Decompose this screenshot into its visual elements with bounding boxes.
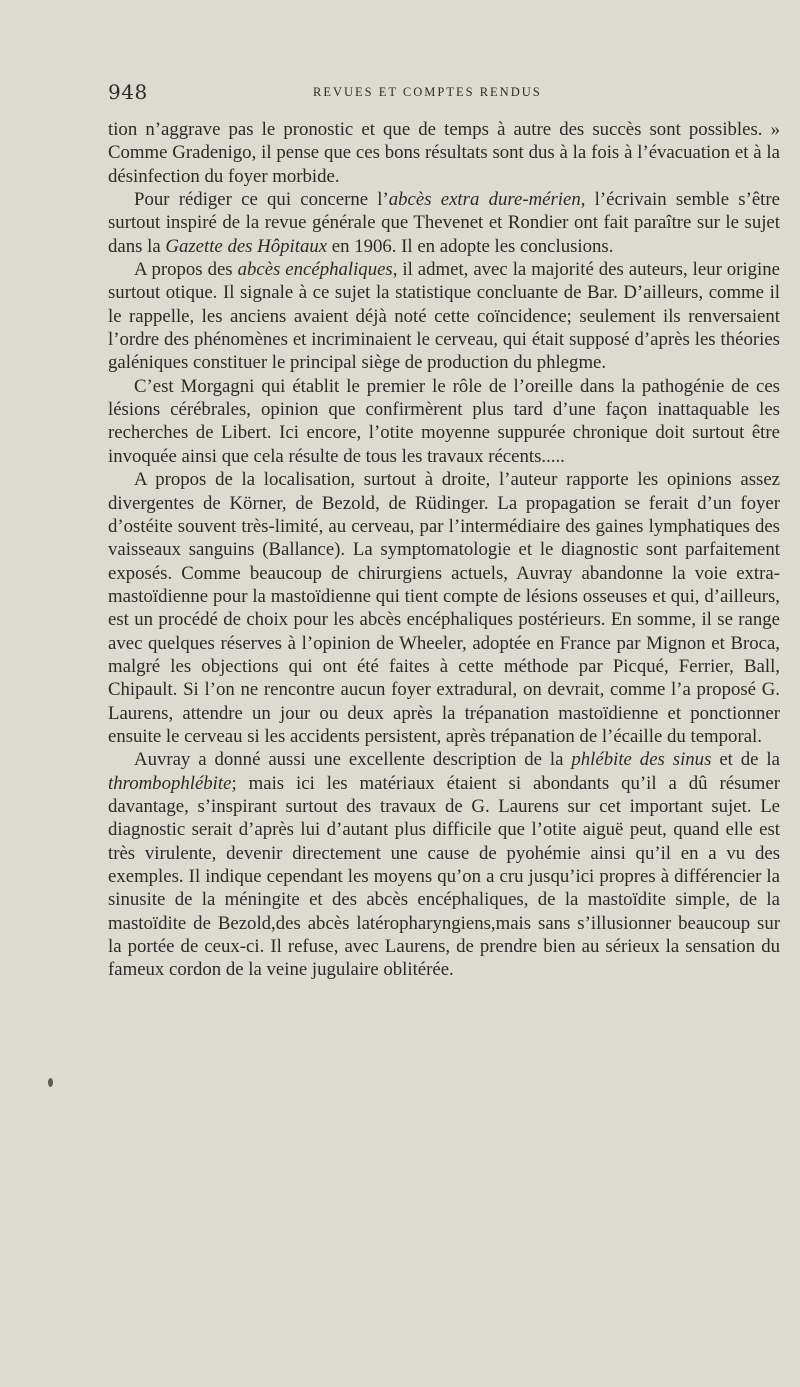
paragraph: Pour rédiger ce qui concerne l’abcès extra dure-mérien, l’écrivain semble s’être surtout inspiré de la revue générale que Thevenet et Rondier ont fait paraître sur le sujet dans la Gazette des Hôpitaux en 1906. Il en adopte les conclusions. [108, 189, 780, 257]
paragraph: tion n’aggrave pas le pronostic et que de temps à autre des succès sont possibles. » Comme Gradenigo, il pense que ces bons résultats sont dus à la fois à l’évacuation et à la désinfection du foyer morbide. [108, 119, 780, 187]
emphasis: phlébite des sinus [571, 749, 712, 771]
emphasis: Gazette des Hôpitaux [165, 235, 328, 257]
paragraph: A propos des abcès encéphaliques, il admet, avec la majorité des auteurs, leur origine surtout otique. Il signale à ce sujet la statistique concluante de Bar. D’ailleurs, comme il le rappelle, les anciens avaient déjà noté cette coïncidence; seulement ils renversaient l’ordre des phénomènes et incriminaient le cerveau, qui était supposé d’après les théories galéniques constituer le principal siège de production du phlegme. [108, 259, 780, 374]
paragraph: C’est Morgagni qui établit le premier le rôle de l’oreille dans la pathogénie de ces lésions cérébrales, opinion que confirmèrent plus tard d’une façon inattaquable les recherches de Libert. Ici encore, l’otite moyenne suppurée chronique doit surtout être invoquée ainsi que cela résulte de tous les travaux récents..... [108, 375, 780, 467]
emphasis: abcès extra dure-mérien [388, 189, 581, 211]
running-head: REVUES ET COMPTES RENDUS [313, 85, 542, 99]
paragraph: Auvray a donné aussi une excellente description de la phlébite des sinus et de la thrombophlébite; mais ici les matériaux étaient si abondants qu’il a dû résumer davantage, s’inspirant surtout des travaux de G. Laurens sur cet important sujet. Le diagnostic serait d’après lui d’autant plus difficile que l’otite aiguë peut, quand elle est très virulente, devenir directement une cause de pyohémie ainsi qu’il en a vu des exemples. Il indique cependant les moyens qu’on a cru jusqu’ici propres à différencier la sinusite de la méningite et des abcès encéphaliques, de la mastoïdite simple, de la mastoïdite de Bezold,des abcès latéropharyngiens,mais sans s’illusionner beaucoup sur la portée de ceux-ci. Il refuse, avec Laurens, de prendre bien au sérieux la sensation du fameux cordon de la veine jugulaire oblitérée. [108, 749, 780, 981]
ink-speck [48, 1078, 53, 1087]
page-number: 948 [108, 80, 148, 104]
body-text [108, 118, 780, 982]
emphasis: thrombophlébite [108, 772, 232, 794]
paragraph: A propos de la localisation, surtout à droite, l’auteur rapporte les opinions assez divergentes de Körner, de Bezold, de Rüdinger. La propagation se ferait d’un foyer d’ostéite souvent très-limité, au cerveau, par l’intermédiaire des gaines lymphatiques des vaisseaux sanguins (Ballance). La symptomatologie et le diagnostic sont parfaitement exposés. Comme beaucoup de chirurgiens actuels, Auvray abandonne la voie extra-mastoïdienne pour la mastoïdienne qui tient compte de lésions osseuses et qui, d’ailleurs, est un procédé de choix pour les abcès encéphaliques postérieurs. En somme, il se range avec quelques réserves à l’opinion de Wheeler, adoptée en France par Mignon et Broca, malgré les objections qui ont été faites à cette méthode par Picqué, Ferrier, Ball, Chipault. Si l’on ne rencontre aucun foyer extradural, on devrait, comme l’a proposé G. Laurens, attendre un jour ou deux après la trépanation mastoïdienne et ponctionner ensuite le cerveau si les accidents persistent, après trépanation de l’écaille du temporal. [108, 469, 780, 747]
page-header [108, 80, 698, 110]
emphasis: abcès encéphaliques [237, 259, 393, 281]
